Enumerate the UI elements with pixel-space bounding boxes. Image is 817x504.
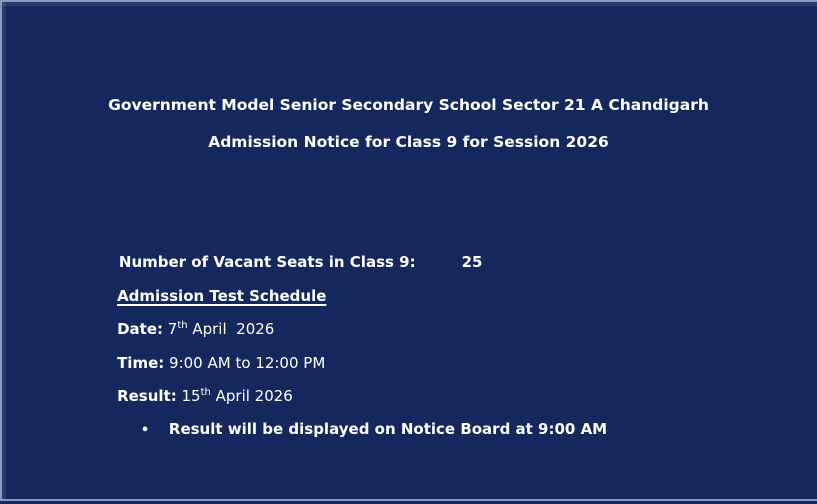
result-rest: April 2026 xyxy=(210,387,293,405)
result-day: 15 xyxy=(176,387,201,405)
date-ordinal: th xyxy=(177,320,188,331)
vacant-seats-value: 25 xyxy=(461,253,483,271)
notice-board-bullet xyxy=(120,401,607,459)
date-day: 7 xyxy=(163,320,178,338)
admission-test-schedule-heading: Admission Test Schedule xyxy=(117,287,327,305)
vacant-seats-label: Number of Vacant Seats in Class 9: xyxy=(118,253,416,271)
bullet-icon: • xyxy=(140,423,150,438)
time-label: Time: xyxy=(117,354,165,372)
result-label: Result: xyxy=(117,387,177,405)
result-ordinal: th xyxy=(200,387,211,398)
bullet-text: Result will be displayed on Notice Board at 9:00 AM xyxy=(168,420,608,438)
date-rest: April 2026 xyxy=(187,320,275,338)
time-value: 9:00 AM to 12:00 PM xyxy=(164,354,326,372)
notice-title: Government Model Senior Secondary School Sector 21 A Chandigarh xyxy=(108,96,709,114)
date-label: Date: xyxy=(117,320,163,338)
notice-subtitle: Admission Notice for Class 9 for Session 2026 xyxy=(208,133,609,151)
